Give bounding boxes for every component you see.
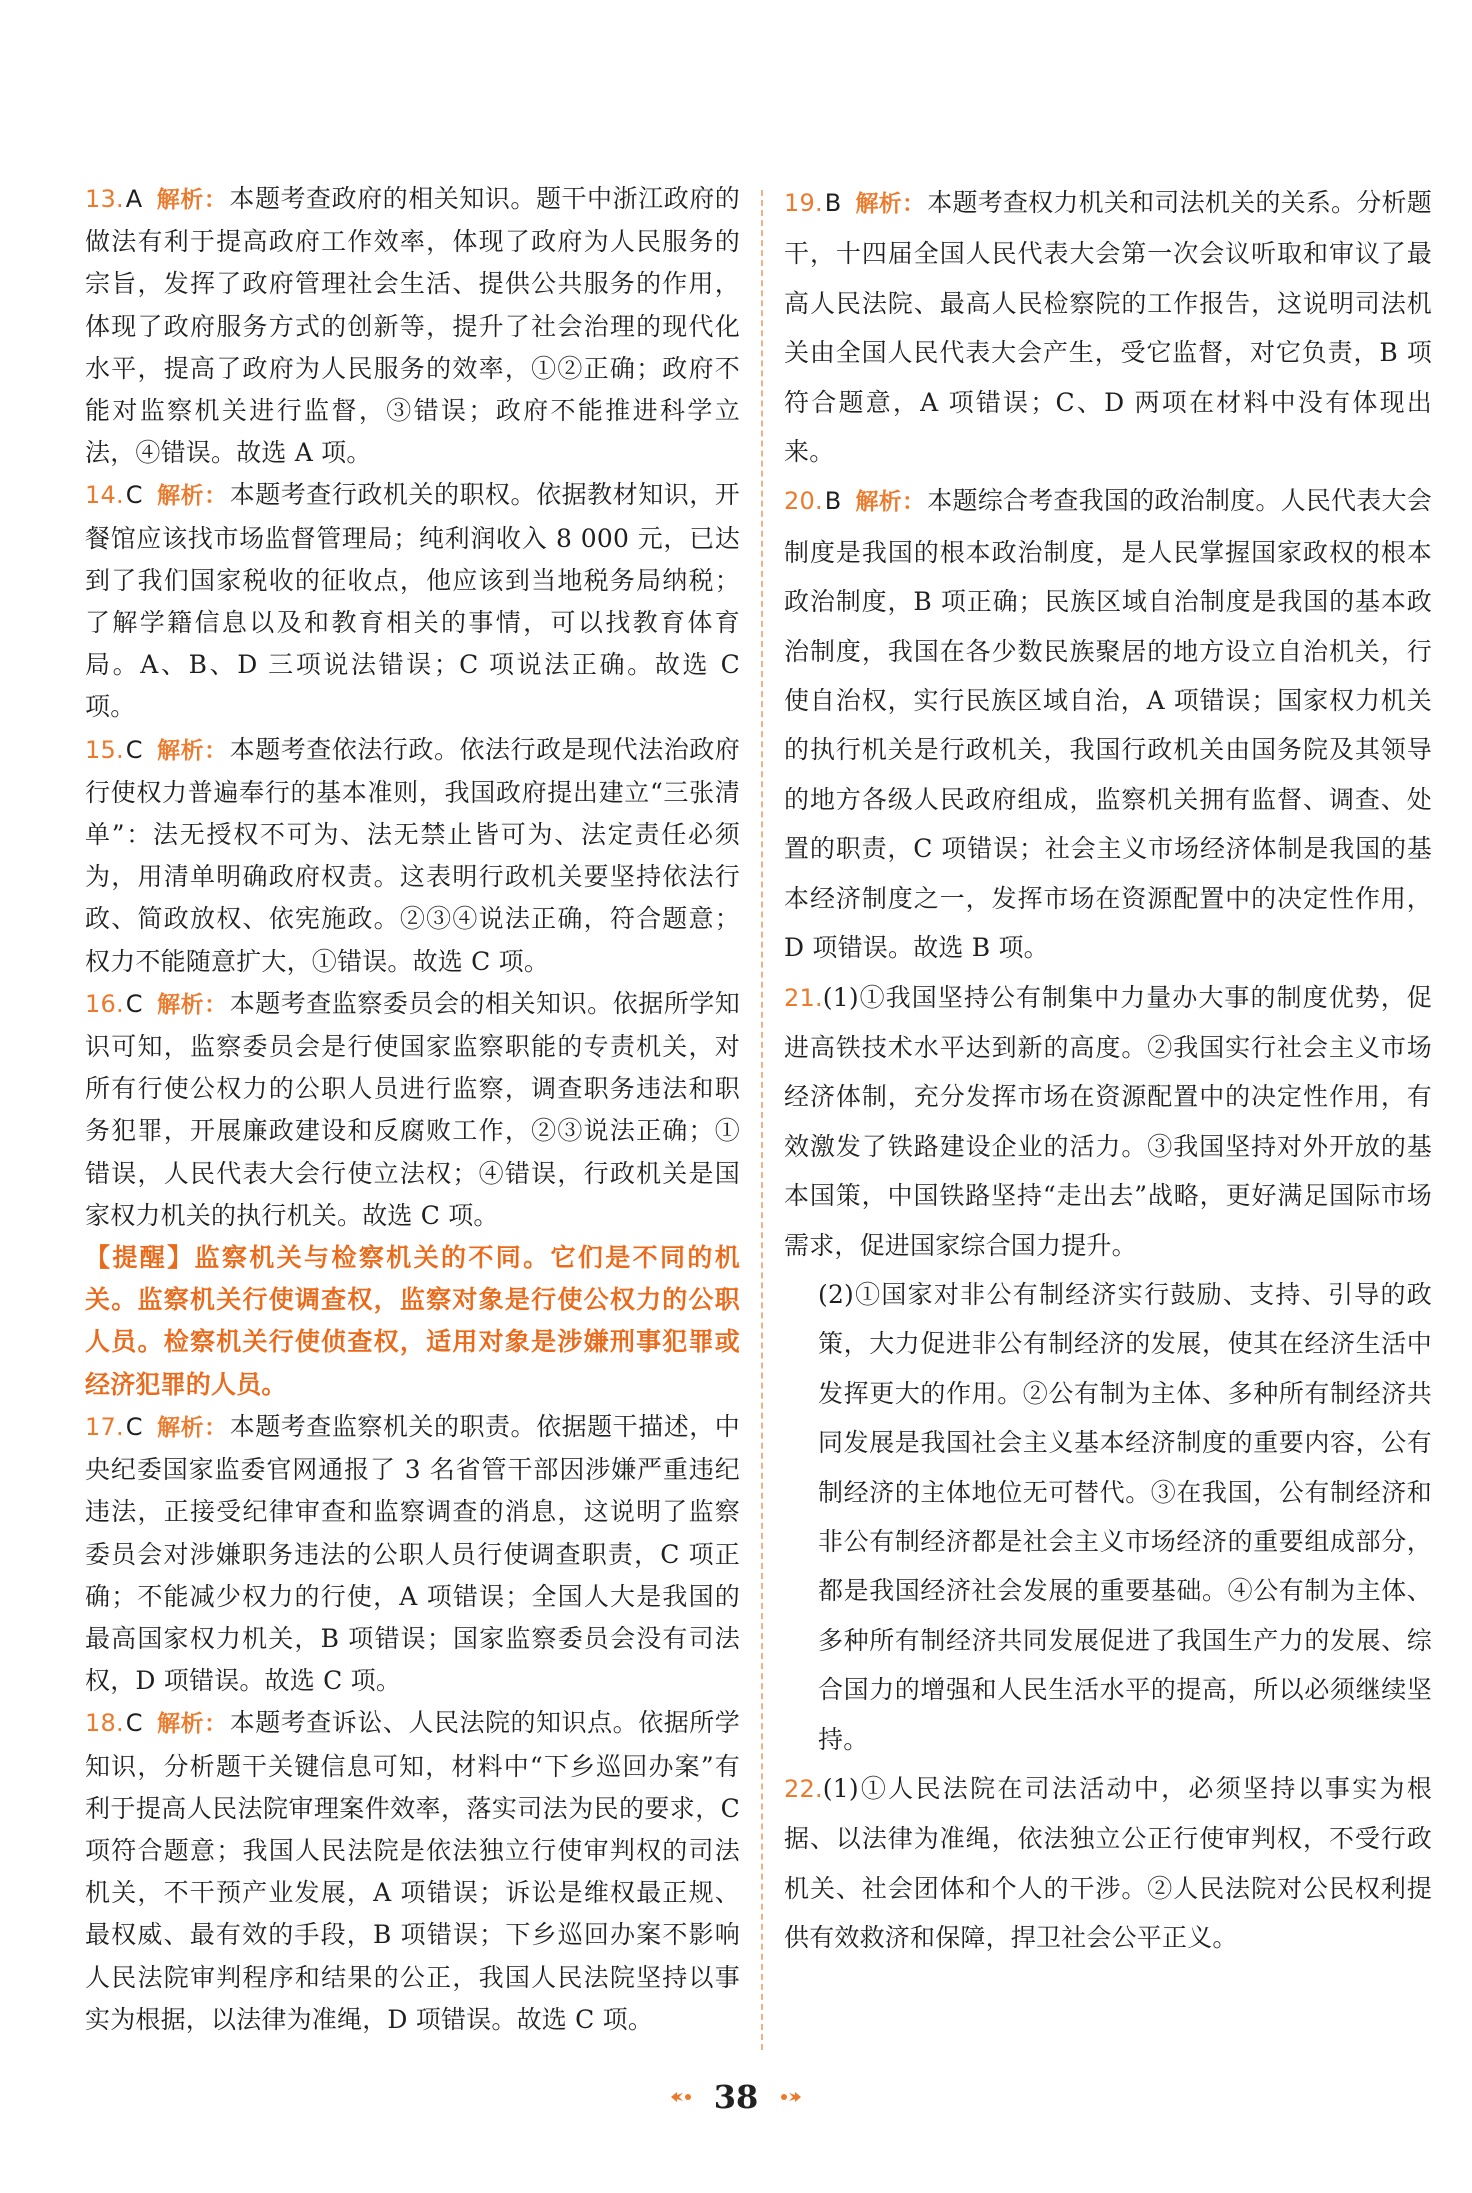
item-answer: A: [125, 185, 143, 213]
answer-item-20: [784, 476, 1432, 972]
analysis-label: 解析：: [156, 991, 228, 1018]
answer-item-15: [85, 729, 740, 983]
page-number: 38: [713, 2078, 759, 2116]
answer-item-16: [85, 983, 740, 1237]
item-number: 19.: [784, 189, 823, 217]
tip-label: 【提醒】: [85, 1243, 195, 1273]
analysis-text: 本题综合考查我国的政治制度。人民代表大会制度是我国的根本政治制度，是人民掌握国家政权的根本政治制度，B 项正确；民族区域自治制度是我国的基本政治制度，我国在各少数民族聚居的地方设立自治机关，行使自治权，实行民族区域自治，A 项错误；国家权力机关的执行机关是行政机关，我国行政机关由国务院及其领导的地方各级人民政府组成，监察机关拥有监督、调查、处置的职责，C 项错误；社会主义市场经济体制是我国的基本经济制度之一，发挥市场在资源配置中的决定性作用，D 项错误。故选 B 项。: [784, 486, 1432, 963]
item-number: 20.: [784, 487, 823, 516]
left-ornament-icon: [669, 2089, 695, 2105]
analysis-text: 本题考查监察机关的职责。依据题干描述，中央纪委国家监委官网通报了 3 名省管干部因涉嫌严重违纪违法，正接受纪律审查和监察调查的消息，这说明了监察委员会对涉嫌职务违法的公职人员行使调查职责，C 项正确；不能减少权力的行使，A 项错误；全国人大是我国的最高国家权力机关，B 项错误；国家监察委员会没有司法权，D 项错误。故选 C 项。: [85, 1411, 740, 1696]
item-answer: C: [125, 1412, 143, 1441]
answer-part-text: (1)①人民法院在司法活动中，必须坚持以事实为根据、以法律为准绳，依法独立公正行使审判权，不受行政机关、社会团体和个人的干涉。②人民法院对公民权利提供有效救济和保障，捍卫社会公平正义。: [784, 1774, 1432, 1953]
answer-item-18: [85, 1702, 740, 2041]
answer-item-21-part-2: [784, 1270, 1432, 1764]
analysis-text: 本题考查行政机关的职权。依据教材知识，开餐馆应该找市场监督管理局；纯利润收入 8 000 元，已达到了我们国家税收的征收点，他应该到当地税务局纳税；了解学籍信息以及和教育相关的事情，可以找教育体育局。A、B、D 三项说法错误；C 项说法正确。故选 C 项。: [85, 480, 740, 722]
item-number: 16.: [85, 989, 124, 1018]
answer-item-17: [85, 1406, 740, 1702]
item-answer: C: [125, 481, 143, 510]
item-answer: B: [824, 487, 842, 516]
item-number: 15.: [85, 735, 124, 764]
analysis-label: 解析：: [156, 483, 228, 510]
analysis-text: 本题考查依法行政。依法行政是现代法治政府行使权力普遍奉行的基本准则，我国政府提出建立“三张清单”：法无授权不可为、法无禁止皆可为、法定责任必须为，用清单明确政府权责。这表明行政机关要坚持依法行政、简政放权、依宪施政。②③④说法正确，符合题意；权力不能随意扩大，①错误。故选 C 项。: [85, 734, 740, 976]
item-number: 13.: [85, 185, 124, 213]
analysis-label: 解析：: [156, 737, 228, 764]
item-number: 14.: [85, 481, 124, 510]
analysis-label: 解析：: [156, 1711, 228, 1738]
analysis-label: 解析：: [156, 187, 228, 213]
analysis-text: 本题考查政府的相关知识。题干中浙江政府的做法有利于提高政府工作效率，体现了政府为人民服务的宗旨，发挥了政府管理社会生活、提供公共服务的作用，体现了政府服务方式的创新等，提升了社会治理的现代化水平，提高了政府为人民服务的效率，①②正确；政府不能对监察机关进行监督，③错误；政府不能推进科学立法，④错误。故选 A 项。: [85, 184, 740, 468]
item-number: 22.: [784, 1775, 823, 1803]
analysis-text: 本题考查诉讼、人民法院的知识点。依据所学知识，分析题干关键信息可知，材料中“下乡巡回办案”有利于提高人民法院审理案件效率，落实司法为民的要求，C 项符合题意；我国人民法院是依法独立行使审判权的司法机关，不干预产业发展，A 项错误；诉讼是维权最正规、最权威、最有效的手段，B 项错误；下乡巡回办案不影响人民法院审判程序和结果的公正，我国人民法院坚持以事实为根据，以法律为准绳，D 项错误。故选 C 项。: [85, 1708, 740, 2034]
analysis-text: 本题考查监察委员会的相关知识。依据所学知识可知，监察委员会是行使国家监察职能的专责机关，对所有行使公权力的公职人员进行监察，调查职务违法和职务犯罪，开展廉政建设和反腐败工作，②③说法正确；①错误，人民代表大会行使立法权；④错误，行政机关是国家权力机关的执行机关。故选 C 项。: [85, 988, 740, 1230]
analysis-label: 解析：: [156, 1414, 228, 1441]
answer-item-19: [784, 178, 1432, 476]
answer-part-text: (2)①国家对非公有制经济实行鼓励、支持、引导的政策，大力促进非公有制经济的发展，使其在经济生活中发挥更大的作用。②公有制为主体、多种所有制经济共同发展是我国社会主义基本经济制度的重要内容，公有制经济的主体地位无可替代。③在我国，公有制经济和非公有制经济都是社会主义市场经济的重要组成部分，都是我国经济社会发展的重要基础。④公有制为主体、多种所有制经济共同发展促进了我国生产力的发展、综合国力的增强和人民生活水平的提高，所以必须继续坚持。: [818, 1279, 1432, 1754]
answer-item-22-part-1: [784, 1764, 1432, 1963]
item-answer: C: [125, 1709, 143, 1738]
item-number: 18.: [85, 1709, 124, 1738]
analysis-label: 解析：: [855, 489, 926, 516]
item-answer: C: [125, 735, 143, 764]
answer-item-14: [85, 474, 740, 728]
answer-item-21-part-1: [784, 973, 1432, 1270]
tip-text: 监察机关与检察机关的不同。它们是不同的机关。监察机关行使调查权，监察对象是行使公权力的公职人员。检察机关行使侦查权，适用对象是涉嫌刑事犯罪或经济犯罪的人员。: [85, 1243, 740, 1399]
column-divider: [761, 190, 763, 2050]
right-ornament-icon: [777, 2089, 803, 2105]
item-answer: B: [824, 189, 842, 217]
item-number: 17.: [85, 1412, 124, 1441]
analysis-text: 本题考查权力机关和司法机关的关系。分析题干，十四届全国人民代表大会第一次会议听取和审议了最高人民法院、最高人民检察院的工作报告，这说明司法机关由全国人民代表大会产生，受它监督，对它负责，B 项符合题意，A 项错误；C、D 两项在材料中没有体现出来。: [784, 188, 1432, 467]
page-footer: [0, 2078, 1472, 2118]
answer-item-13: [85, 178, 740, 474]
analysis-label: 解析：: [855, 191, 926, 217]
item-number: 21.: [784, 983, 823, 1012]
item-answer: C: [125, 989, 143, 1018]
left-column: [85, 178, 740, 2041]
right-column: [784, 178, 1432, 1963]
tip-note: [85, 1237, 740, 1406]
answer-part-text: (1)①我国坚持公有制集中力量办大事的制度优势，促进高铁技术水平达到新的高度。②我国实行社会主义市场经济体制，充分发挥市场在资源配置中的决定性作用，有效激发了铁路建设企业的活力。③我国坚持对外开放的基本国策，中国铁路坚持“走出去”战略，更好满足国际市场需求，促进国家综合国力提升。: [784, 982, 1432, 1260]
